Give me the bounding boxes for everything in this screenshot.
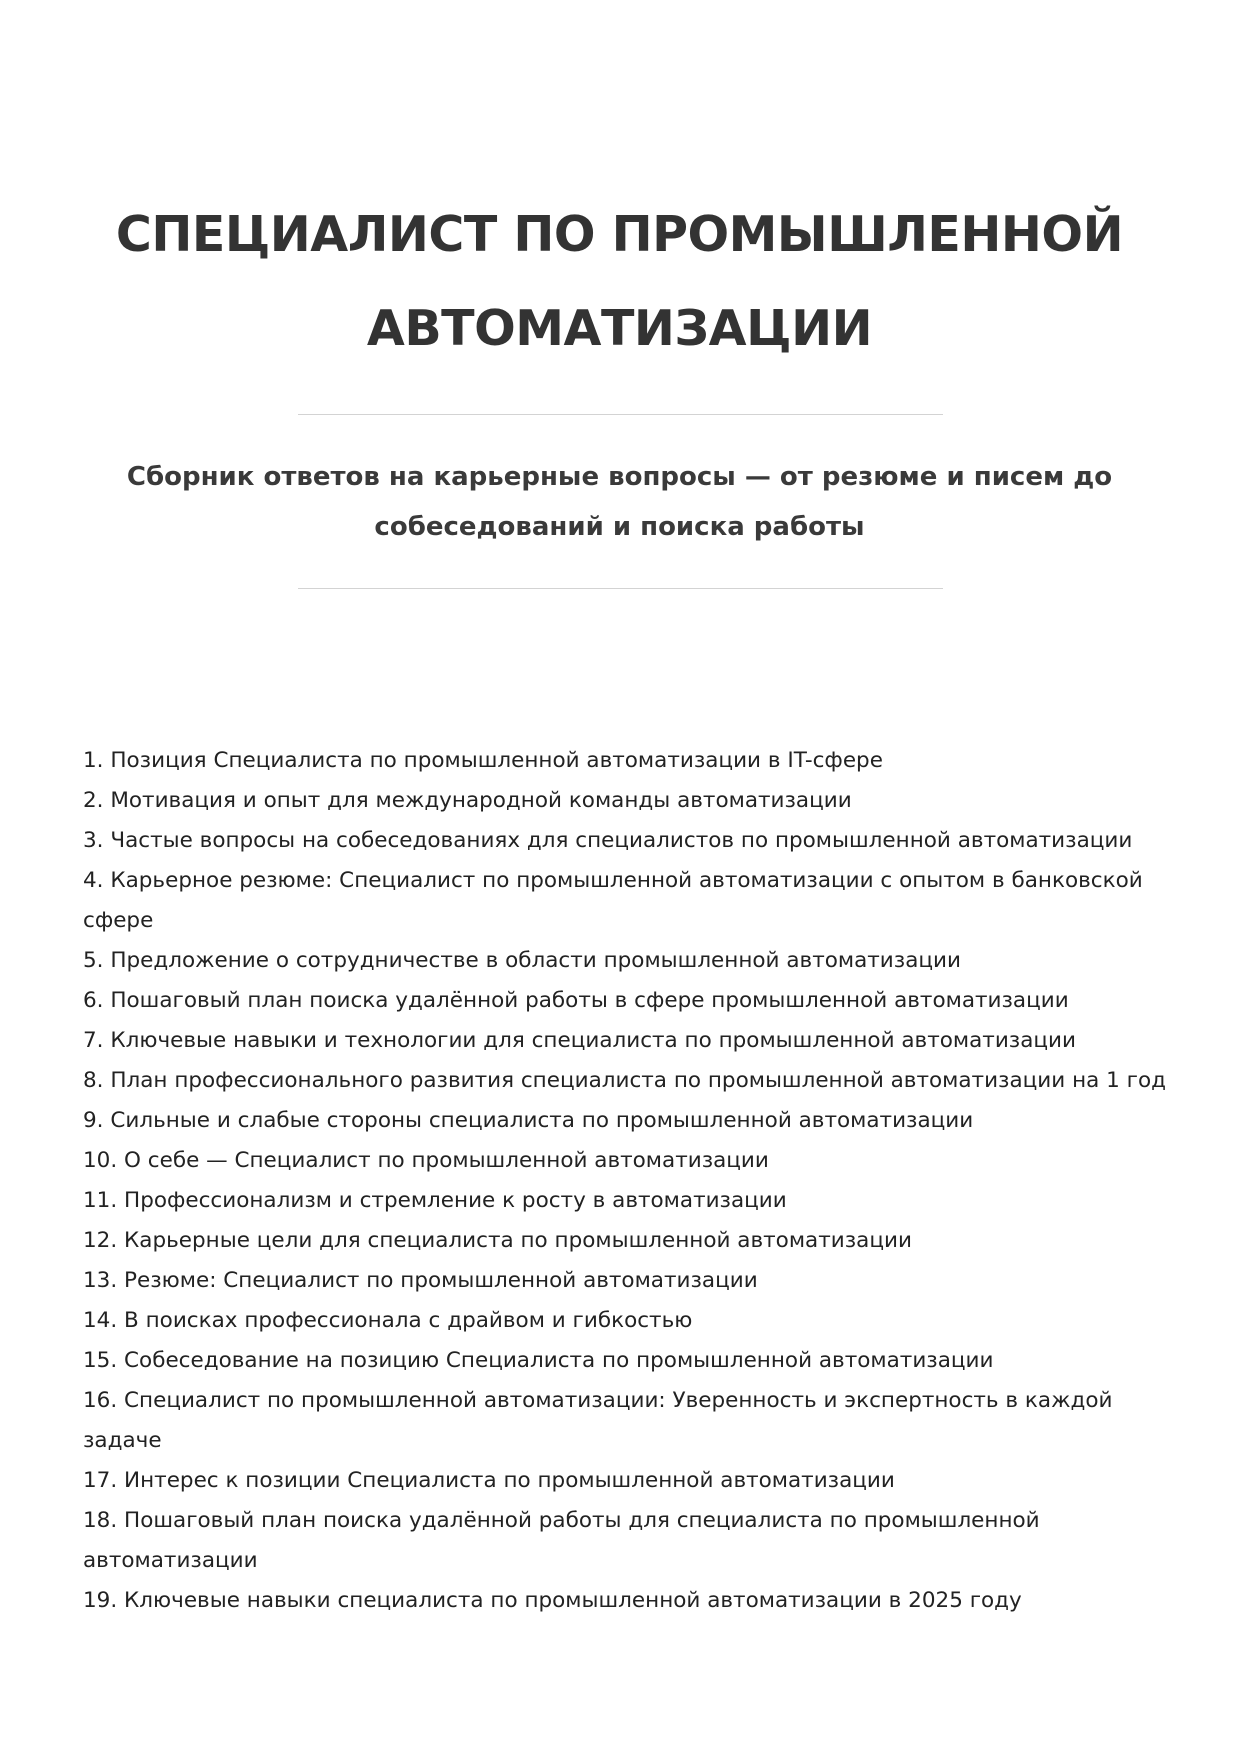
toc-item-11: 11. Профессионализм и стремление к росту в автоматизации [83,1188,787,1213]
toc-item-6: 6. Пошаговый план поиска удалённой работы в сфере промышленной автоматизации [83,988,1069,1013]
document-title-line-1: СПЕЦИАЛИСТ ПО ПРОМЫШЛЕННОЙ [115,206,1124,263]
toc-item-5: 5. Предложение о сотрудничестве в области промышленной автоматизации [83,948,961,973]
document-subtitle: Сборник ответов на карьерные вопросы — от резюме и писем до собеседований и поиска работы [126,462,1113,542]
toc-item-8: 8. План профессионального развития специалиста по промышленной автоматизации на 1 год [83,1068,1166,1093]
bottom-divider [298,588,943,589]
toc-item-18: 18. Пошаговый план поиска удалённой работы для специалиста по промышленной автоматизации [83,1508,1040,1573]
toc-item-19: 19. Ключевые навыки специалиста по промышленной автоматизации в 2025 году [83,1588,1022,1613]
toc-item-15: 15. Собеседование на позицию Специалиста по промышленной автоматизации [83,1348,994,1373]
document-title-line-2: АВТОМАТИЗАЦИИ [366,300,873,357]
toc-item-1: 1. Позиция Специалиста по промышленной автоматизации в IT-сфере [83,748,883,773]
table-of-contents [83,741,1168,1621]
toc-item-14: 14. В поисках профессионала с драйвом и гибкостью [83,1308,693,1333]
toc-item-13: 13. Резюме: Специалист по промышленной автоматизации [83,1268,758,1293]
toc-item-3: 3. Частые вопросы на собеседованиях для специалистов по промышленной автоматизации [83,828,1133,853]
top-divider [298,414,943,415]
toc-item-2: 2. Мотивация и опыт для международной команды автоматизации [83,788,852,813]
document-title [0,188,1239,376]
toc-item-12: 12. Карьерные цели для специалиста по промышленной автоматизации [83,1228,912,1253]
toc-item-17: 17. Интерес к позиции Специалиста по промышленной автоматизации [83,1468,895,1493]
toc-item-9: 9. Сильные и слабые стороны специалиста по промышленной автоматизации [83,1108,974,1133]
toc-item-16: 16. Специалист по промышленной автоматизации: Уверенность и экспертность в каждой задаче [83,1388,1113,1453]
toc-item-7: 7. Ключевые навыки и технологии для специалиста по промышленной автоматизации [83,1028,1076,1053]
toc-item-10: 10. О себе — Специалист по промышленной автоматизации [83,1148,769,1173]
toc-item-4: 4. Карьерное резюме: Специалист по промышленной автоматизации с опытом в банковской сфере [83,868,1143,933]
